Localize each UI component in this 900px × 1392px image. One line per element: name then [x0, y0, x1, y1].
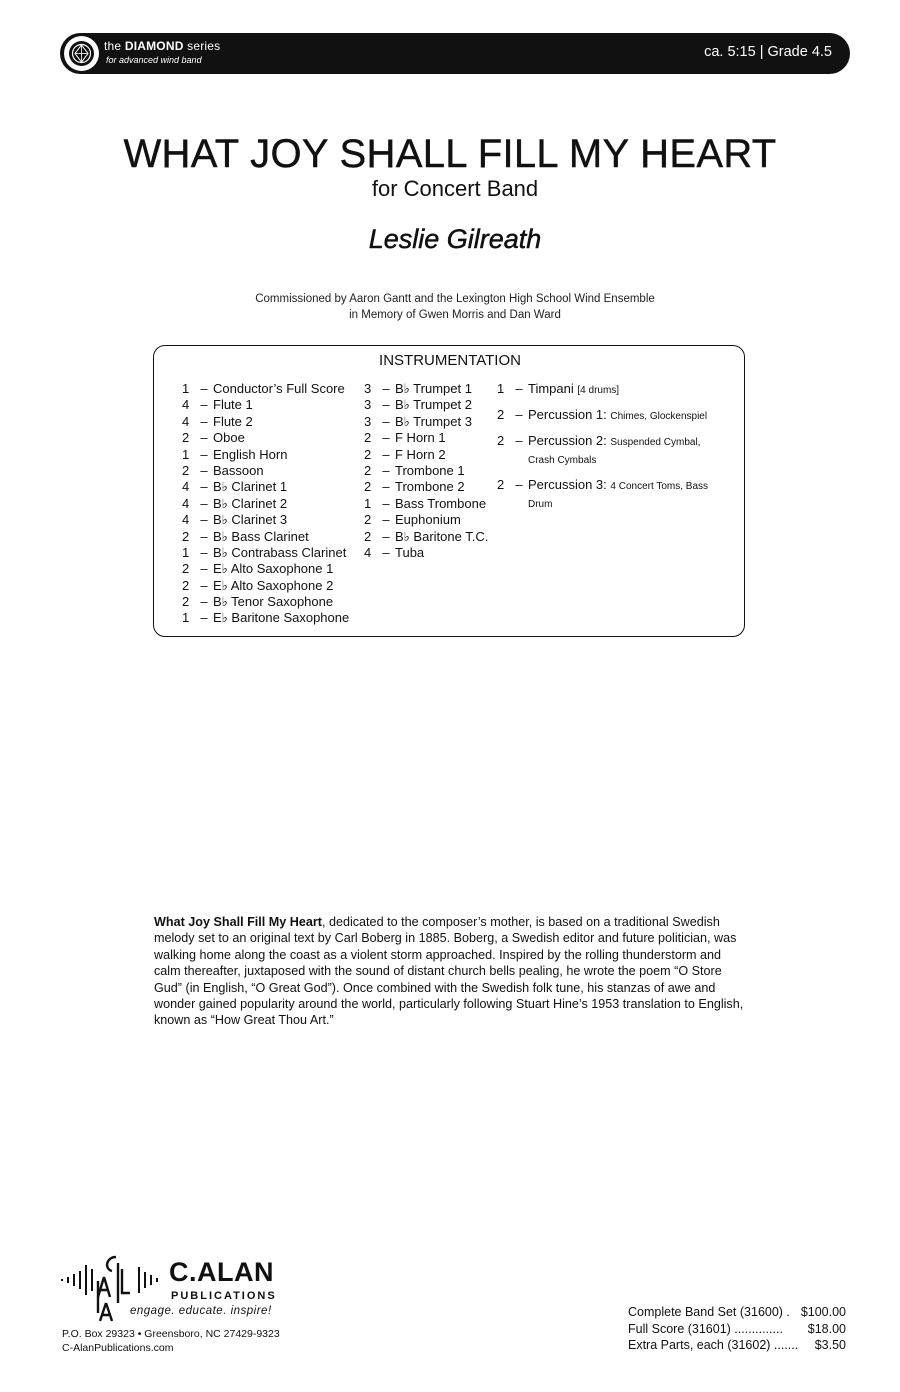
part-name [213, 545, 346, 561]
address-line: P.O. Box 29323 • Greensboro, NC 27429-9323 [62, 1328, 280, 1340]
part-detail: Suspended Cymbal, Crash Cymbals [528, 437, 701, 466]
part-quantity: 2 [364, 528, 372, 544]
part-instrument: Conductor’s Full Score [213, 381, 345, 396]
part-name [528, 477, 718, 513]
part-instrument: Tuba [395, 544, 425, 560]
price-row [628, 1321, 846, 1338]
part-dash: – [200, 479, 208, 495]
instrument-part [182, 463, 349, 479]
part-name [395, 463, 465, 479]
part-name [213, 529, 309, 545]
part-quantity: 2 [182, 577, 190, 593]
part-quantity: 4 [182, 495, 190, 511]
part-quantity: 2 [364, 430, 372, 446]
program-note [154, 914, 748, 1029]
diamond-icon [68, 40, 95, 67]
part-name [395, 397, 472, 413]
part-dash: – [382, 544, 390, 560]
part-instrument: B♭ Baritone T.C. [395, 528, 489, 544]
website-link[interactable]: C-AlanPublications.com [62, 1342, 174, 1354]
part-name [395, 479, 465, 495]
part-dash: – [382, 430, 390, 446]
part-quantity: 1 [182, 446, 190, 462]
part-quantity: 2 [182, 462, 190, 478]
instrument-part [182, 447, 349, 463]
part-instrument: B♭ Trumpet 3 [395, 413, 472, 429]
instrumentation-column-3 [497, 381, 718, 521]
part-dash: – [200, 594, 208, 610]
pricing-list [628, 1304, 846, 1354]
part-instrument: B♭ Clarinet 3 [213, 512, 288, 528]
part-dash: – [382, 381, 390, 396]
part-quantity: 4 [364, 544, 372, 560]
price-label: Full Score (31601) .............. [628, 1321, 783, 1336]
part-name [213, 578, 333, 594]
instrument-part [364, 414, 488, 430]
part-instrument: Timpani [528, 381, 574, 396]
part-dash: – [200, 381, 208, 396]
part-instrument: English Horn [213, 446, 288, 462]
series-header-bar [60, 33, 850, 74]
part-quantity: 2 [182, 561, 190, 577]
part-name [213, 512, 287, 528]
part-quantity: 1 [497, 381, 505, 396]
part-name [213, 397, 253, 413]
part-dash: – [200, 610, 208, 626]
program-note-body: , dedicated to the composer’s mother, is based on a traditional Swedish melody set to an original text by Carl Boberg in 1885. Boberg, a Swedish editor and future politician, was walking home along the coast as a violent storm approached. Inspired by the rolling thunderstorm and calm thereafter, juxtaposed with the sound of distant church bells pealing, he wrote the poem “O Store Gud” (in English, “O Great God”). Once combined with the Swedish folk tune, his stanzas of awe and wonder gained popularity around the world, particularly following Stuart Hine’s 1953 translation to English, known as “How Great Thou Art.” [154, 915, 744, 1028]
part-quantity: 3 [364, 397, 372, 413]
part-instrument: Bassoon [213, 462, 264, 478]
part-dash: – [200, 397, 208, 413]
commission-line-1: Commissioned by Aaron Gantt and the Lexington High School Wind Ensemble [255, 293, 655, 305]
instrumentation-column-2 [364, 381, 488, 561]
price-label: Complete Band Set (31600) . [628, 1305, 790, 1319]
part-dash: – [382, 512, 390, 528]
part-instrument: E♭ Baritone Saxophone [213, 610, 350, 626]
publisher-name: C.ALAN [169, 1257, 274, 1287]
part-instrument: F Horn 2 [395, 446, 446, 462]
instrument-part [182, 479, 349, 495]
instrument-part [364, 447, 488, 463]
part-dash: – [200, 544, 208, 560]
part-name [213, 463, 264, 479]
part-quantity: 1 [182, 381, 190, 396]
part-dash: – [382, 413, 390, 429]
part-instrument: Trombone 2 [395, 479, 465, 495]
part-dash: – [200, 512, 208, 528]
series-tagline: for advanced wind band [106, 55, 202, 65]
part-name [395, 545, 424, 561]
part-dash: – [515, 433, 523, 448]
part-quantity: 1 [182, 544, 190, 560]
instrument-part [182, 610, 349, 626]
part-name [213, 496, 287, 512]
part-name [528, 407, 718, 425]
price-label: Extra Parts, each (31602) ....... [628, 1338, 799, 1352]
part-quantity: 2 [497, 407, 505, 422]
part-instrument: F Horn 1 [395, 430, 446, 446]
part-name [528, 433, 718, 469]
part-dash: – [382, 479, 390, 495]
instrument-part [497, 477, 718, 513]
price-value: $18.00 [807, 1321, 846, 1336]
part-instrument: B♭ Bass Clarinet [213, 528, 309, 544]
part-name [213, 414, 253, 430]
part-dash: – [382, 495, 390, 511]
part-dash: – [515, 407, 523, 422]
instrumentation-heading: INSTRUMENTATION [379, 352, 521, 369]
part-name [395, 381, 472, 397]
part-name [395, 414, 472, 430]
price-value: $100.00 [800, 1305, 846, 1319]
instrument-part [364, 479, 488, 495]
price-row [628, 1304, 846, 1321]
part-quantity: 2 [364, 462, 372, 478]
part-name [213, 610, 349, 626]
instrument-part [364, 545, 488, 561]
program-note-title: What Joy Shall Fill My Heart [154, 915, 322, 929]
instrument-part [182, 545, 349, 561]
instrument-part [182, 578, 349, 594]
instrument-part [497, 381, 718, 399]
part-instrument: B♭ Clarinet 2 [213, 495, 288, 511]
part-instrument: B♭ Trumpet 2 [395, 397, 472, 413]
part-name [213, 594, 333, 610]
part-instrument: B♭ Clarinet 1 [213, 479, 288, 495]
part-instrument: Flute 2 [213, 413, 253, 429]
instrument-part [182, 512, 349, 528]
price-value: $3.50 [814, 1338, 846, 1352]
part-dash: – [200, 430, 208, 446]
piece-subtitle: for Concert Band [371, 176, 539, 201]
part-instrument: Oboe [213, 430, 245, 446]
part-name [528, 381, 718, 399]
instrumentation-column-1 [182, 381, 349, 627]
part-detail: Chimes, Glockenspiel [610, 411, 708, 422]
part-dash: – [515, 381, 523, 396]
part-dash: – [382, 397, 390, 413]
piece-title: WHAT JOY SHALL FILL MY HEART [123, 132, 777, 176]
duration-grade: ca. 5:15 | Grade 4.5 [704, 44, 832, 60]
part-instrument: B♭ Contrabass Clarinet [213, 544, 347, 560]
part-instrument: E♭ Alto Saxophone 2 [213, 577, 334, 593]
part-instrument: B♭ Tenor Saxophone [213, 594, 334, 610]
commission-line-2: in Memory of Gwen Morris and Dan Ward [349, 309, 561, 321]
part-name [213, 479, 287, 495]
instrument-part [497, 407, 718, 425]
part-instrument: Percussion 3: [528, 477, 607, 492]
part-quantity: 4 [182, 413, 190, 429]
instrument-part [182, 496, 349, 512]
instrument-part [182, 529, 349, 545]
instrument-part [182, 430, 349, 446]
part-dash: – [382, 528, 390, 544]
part-dash: – [200, 462, 208, 478]
part-instrument: Flute 1 [213, 397, 253, 413]
part-name [395, 496, 486, 512]
instrument-part [364, 430, 488, 446]
part-quantity: 2 [364, 512, 372, 528]
instrument-part [364, 496, 488, 512]
publisher-logo [60, 1253, 290, 1325]
instrument-part [182, 561, 349, 577]
instrument-part [364, 512, 488, 528]
publisher-subname: PUBLICATIONS [171, 1290, 277, 1302]
part-dash: – [382, 446, 390, 462]
part-quantity: 4 [182, 512, 190, 528]
part-dash: – [200, 561, 208, 577]
part-quantity: 2 [182, 594, 190, 610]
part-instrument: B♭ Trumpet 1 [395, 381, 472, 396]
part-instrument: Percussion 1: [528, 407, 607, 422]
diamond-series-logo [64, 36, 99, 71]
part-instrument: Trombone 1 [395, 462, 465, 478]
part-quantity: 2 [182, 430, 190, 446]
part-name [213, 381, 345, 397]
part-quantity: 3 [364, 381, 372, 396]
instrument-part [364, 463, 488, 479]
instrument-part [182, 397, 349, 413]
part-quantity: 2 [364, 446, 372, 462]
part-dash: – [200, 495, 208, 511]
part-quantity: 2 [182, 528, 190, 544]
part-name [395, 430, 446, 446]
part-instrument: Euphonium [395, 512, 461, 528]
part-name [213, 430, 245, 446]
part-quantity: 4 [182, 397, 190, 413]
part-quantity: 2 [497, 433, 505, 448]
composer-name: Leslie Gilreath [368, 224, 542, 254]
part-name [213, 561, 333, 577]
publisher-tagline: engage. educate. inspire! [130, 1305, 272, 1317]
part-name [395, 529, 488, 545]
part-instrument: E♭ Alto Saxophone 1 [213, 561, 334, 577]
instrument-part [182, 381, 349, 397]
part-dash: – [200, 577, 208, 593]
part-dash: – [200, 446, 208, 462]
instrument-part [364, 397, 488, 413]
part-dash: – [382, 462, 390, 478]
commission-note [0, 291, 900, 323]
part-detail: [4 drums] [577, 385, 620, 396]
part-quantity: 2 [497, 477, 505, 492]
publisher-address [62, 1327, 280, 1355]
part-quantity: 2 [364, 479, 372, 495]
instrument-part [182, 594, 349, 610]
part-quantity: 1 [364, 495, 372, 511]
part-instrument: Percussion 2: [528, 433, 607, 448]
instrument-part [182, 414, 349, 430]
part-name [395, 447, 446, 463]
part-name [395, 512, 461, 528]
instrument-part [364, 529, 488, 545]
part-quantity: 4 [182, 479, 190, 495]
part-name [213, 447, 287, 463]
series-name: the DIAMOND series [104, 39, 221, 53]
instrument-part [364, 381, 488, 397]
part-quantity: 1 [182, 610, 190, 626]
part-detail: 4 Concert Toms, Bass Drum [528, 481, 709, 510]
part-dash: – [200, 528, 208, 544]
part-instrument: Bass Trombone [395, 495, 487, 511]
price-row [628, 1337, 846, 1354]
part-dash: – [200, 413, 208, 429]
part-quantity: 3 [364, 413, 372, 429]
part-dash: – [515, 477, 523, 492]
instrument-part [497, 433, 718, 469]
instrumentation-box [153, 345, 745, 637]
